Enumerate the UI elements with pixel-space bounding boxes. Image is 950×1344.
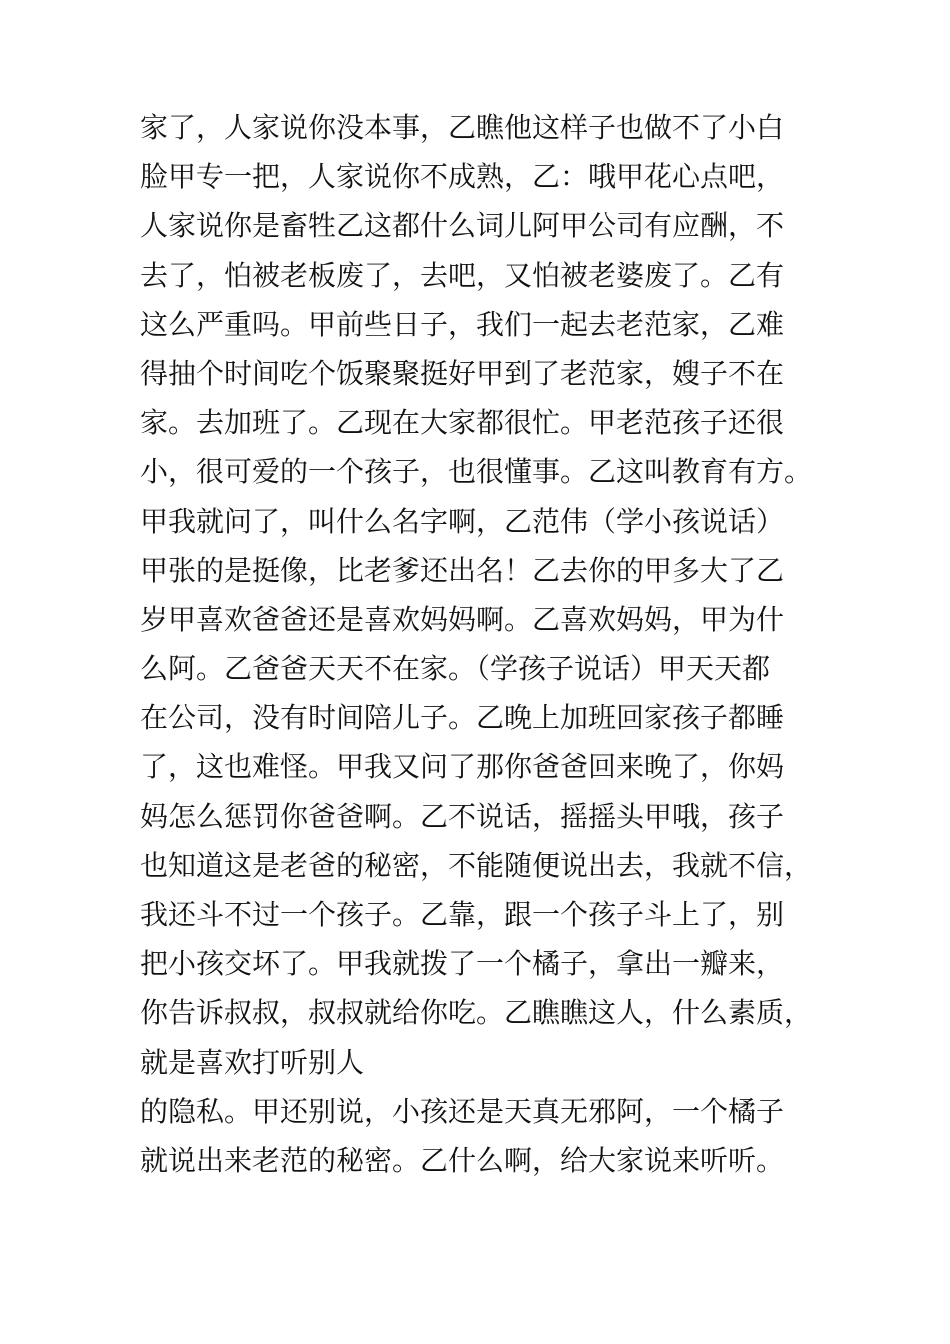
text-line-15: 妈怎么惩罚你爸爸啊。乙不说话，摇摇头甲哦，孩子	[140, 799, 785, 833]
text-line-20: 就是喜欢打听别人	[140, 1045, 365, 1079]
text-line-10: 甲张的是挺像，比老爹还出名！乙去你的甲多大了乙	[140, 553, 785, 587]
text-line-2: 脸甲专一把，人家说你不成熟，乙：哦甲花心点吧，	[140, 160, 785, 194]
text-line-1: 家了，人家说你没本事，乙瞧他这样子也做不了小白	[140, 111, 785, 144]
text-line-19: 你告诉叔叔，叔叔就给你吃。乙瞧瞧这人，什么素质，	[140, 996, 813, 1030]
text-line-13: 在公司，没有时间陪儿子。乙晚上加班回家孩子都睡	[140, 701, 785, 735]
text-line-4: 去了，怕被老板废了，去吧，又怕被老婆废了。乙有	[140, 258, 785, 292]
text-line-11: 岁甲喜欢爸爸还是喜欢妈妈啊。乙喜欢妈妈，甲为什	[140, 602, 785, 636]
text-line-5: 这么严重吗。甲前些日子，我们一起去老范家，乙难	[140, 307, 785, 341]
text-line-8: 小，很可爱的一个孩子，也很懂事。乙这叫教育有方。	[140, 455, 813, 489]
text-line-7: 家。去加班了。乙现在大家都很忙。甲老范孩子还很	[140, 406, 785, 440]
text-line-14: 了，这也难怪。甲我又问了那你爸爸回来晚了，你妈	[140, 750, 785, 784]
text-line-17: 我还斗不过一个孩子。乙靠，跟一个孩子斗上了，别	[140, 898, 785, 931]
text-line-3: 人家说你是畜牲乙这都什么词儿阿甲公司有应酬，不	[140, 209, 785, 243]
text-line-21: 的隐私。甲还别说，小孩还是天真无邪阿，一个橘子	[140, 1094, 785, 1128]
text-line-6: 得抽个时间吃个饭聚聚挺好甲到了老范家，嫂子不在	[140, 356, 785, 390]
text-line-9: 甲我就问了，叫什么名字啊，乙范伟（学小孩说话）	[140, 504, 785, 538]
text-line-22: 就说出来老范的秘密。乙什么啊，给大家说来听听。	[140, 1143, 785, 1177]
text-line-16: 也知道这是老爸的秘密，不能随便说出去，我就不信，	[140, 848, 813, 882]
text-line-12: 么阿。乙爸爸天天不在家。（学孩子说话）甲天天都	[140, 652, 771, 686]
body-text	[140, 103, 840, 1185]
text-line-18: 把小孩交坏了。甲我就拨了一个橘子，拿出一瓣来，	[140, 947, 785, 981]
